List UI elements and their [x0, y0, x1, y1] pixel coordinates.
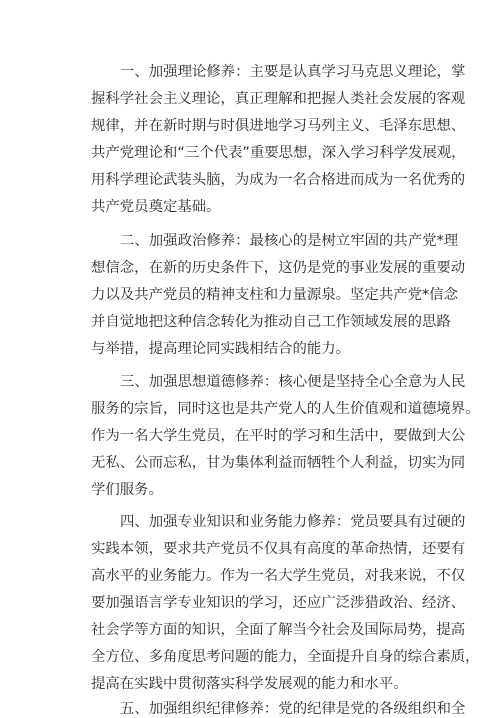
paragraph-1-line-4: 共产党理论和“三个代表”重要思想，深入学习科学发展观， — [91, 145, 466, 161]
paragraph-4-line-5: 社会学等方面的知识，全面了解当今社会及国际局势，提高 — [91, 622, 466, 638]
paragraph-1-line-2: 握科学社会主义理论，真正理解和把握人类社会发展的客观 — [91, 91, 466, 107]
paragraph-3-line-4: 无私、公而忘私，甘为集体利益而牺牲个人利益，切实为同 — [91, 455, 466, 471]
paragraph-3-line-1: 三、加强思想道德修养：核心便是坚持全心全意为人民 — [120, 374, 466, 390]
paragraph-4-line-3: 高水平的业务能力。作为一名大学生党员，对我来说，不仅 — [91, 568, 466, 584]
paragraph-4-line-4: 要加强语言学专业知识的学习，还应广泛涉猎政治、经济、 — [91, 595, 466, 611]
paragraph-5-line-1: 五、加强组织纪律修养：党的纪律是党的各级组织和全 — [120, 701, 466, 717]
paragraph-2-line-4: 并自觉地把这种信念转化为推动自己工作领域发展的思路 — [91, 314, 451, 330]
paragraph-3-line-2: 服务的宗旨，同时这也是共产党人的人生价值观和道德境界。 — [91, 401, 480, 417]
paragraph-2-line-1: 二、加强政治修养：最核心的是树立牢固的共产党*理 — [120, 233, 459, 249]
paragraph-2-line-2: 想信念，在新的历史条件下，这仍是党的事业发展的重要动 — [91, 260, 466, 276]
paragraph-1-line-5: 用科学理论武装头脑，为成为一名合格进而成为一名优秀的 — [91, 172, 466, 188]
paragraph-2-line-5: 与举措，提高理论同实践相结合的能力。 — [91, 341, 351, 357]
paragraph-4-line-1: 四、加强专业知识和业务能力修养：党员要具有过硬的 — [120, 514, 466, 530]
paragraph-4-line-6: 全方位、多角度思考问题的能力，全面提升自身的综合素质， — [91, 649, 480, 665]
paragraph-1-line-6: 共产党员奠定基础。 — [91, 199, 221, 215]
paragraph-3-line-3: 作为一名大学生党员，在平时的学习和生活中，要做到大公 — [91, 428, 466, 444]
paragraph-1-line-1: 一、加强理论修养：主要是认真学习马克思义理论，掌 — [120, 64, 466, 80]
paragraph-4-line-7: 提高在实践中贯彻落实科学发展观的能力和水平。 — [91, 676, 408, 692]
paragraph-2-line-3: 力以及共产党员的精神支柱和力量源泉。坚定共产党*信念 — [91, 287, 458, 303]
paragraph-1-line-3: 规律，并在新时期与时俱进地学习马列主义、毛泽东思想、 — [91, 118, 466, 134]
paragraph-3-line-5: 学们服务。 — [91, 482, 163, 498]
paragraph-4-line-2: 实践本领，要求共产党员不仅具有高度的革命热情，还要有 — [91, 541, 466, 557]
